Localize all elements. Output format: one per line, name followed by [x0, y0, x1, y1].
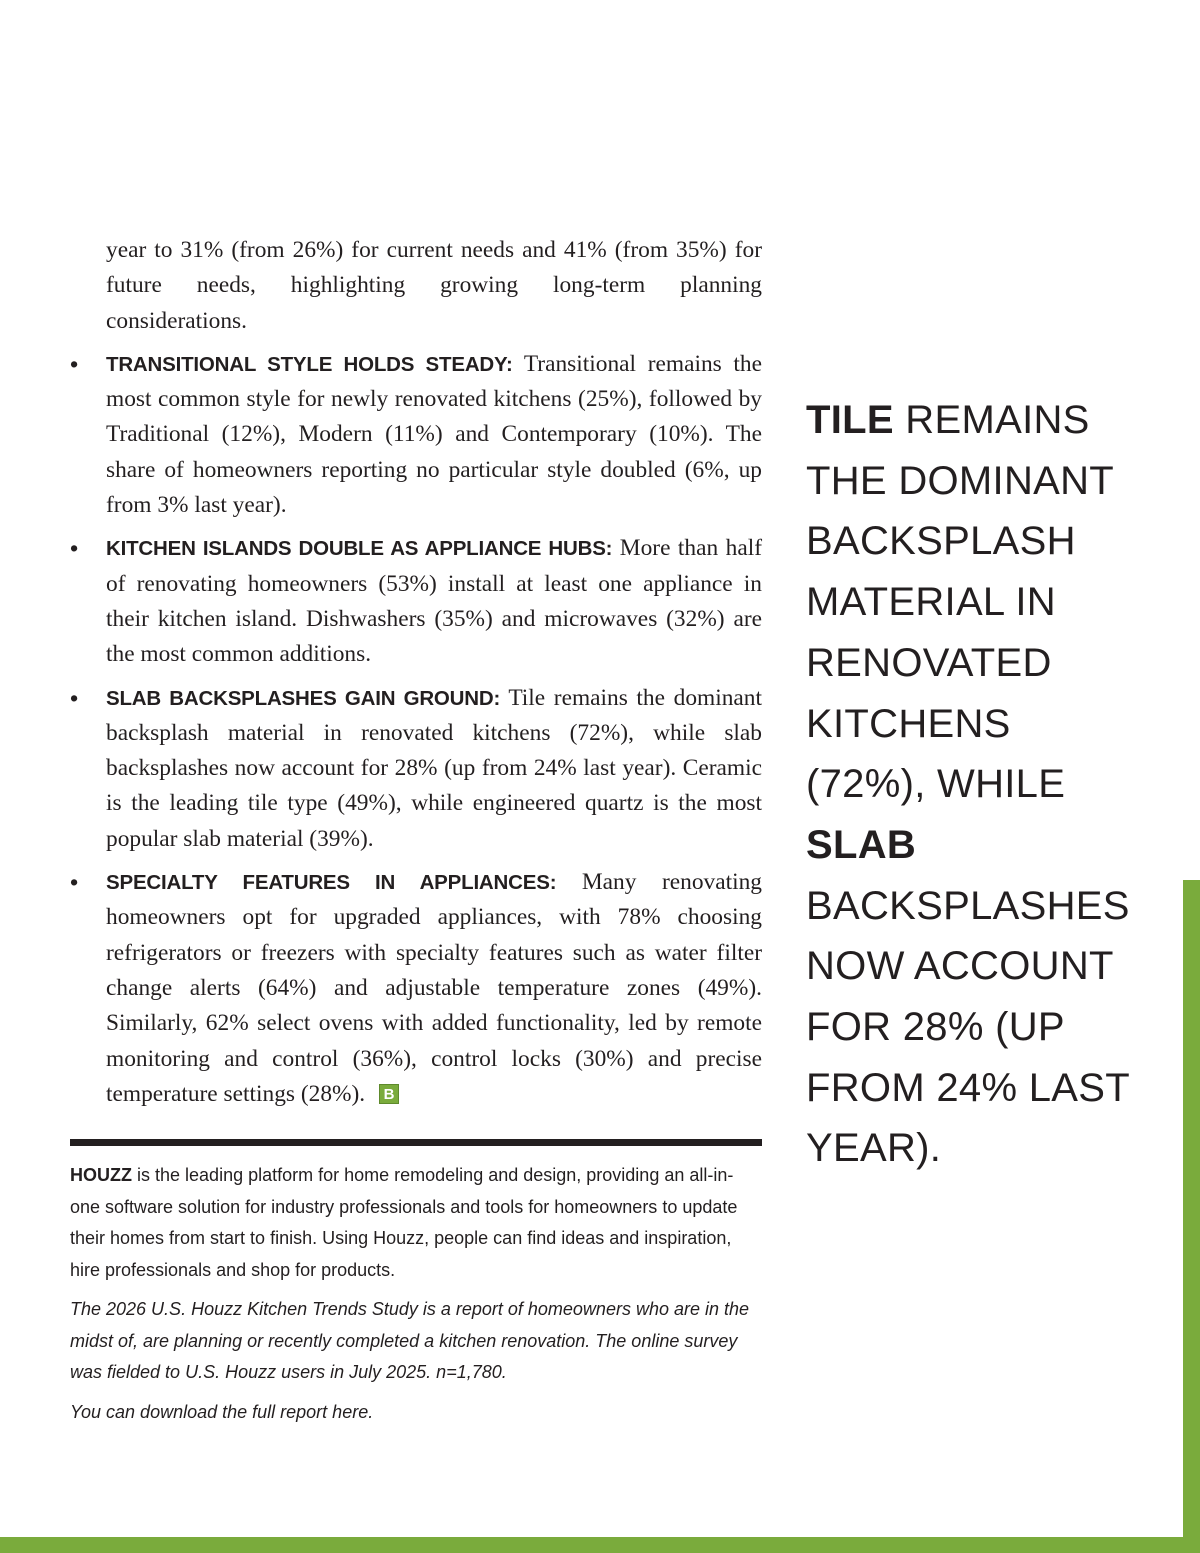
bullet-item-slab-backsplashes: [70, 681, 762, 857]
pull-quote-text-2: BACKSPLASHES NOW ACCOUNT FOR 28% (UP FROM 24% LAST YEAR).: [806, 883, 1130, 1171]
about-text: is the leading platform for home remodeling and design, providing an all-in-one software solution for industry professionals and tools for homeowners to update their homes from start to finish. Using Houzz, people can find ideas and inspiration, hire professionals and shop for products.: [70, 1165, 738, 1280]
continued-paragraph: year to 31% (from 26%) for current needs and 41% (from 35%) for future needs, highlighting growing long-term planning considerations.: [106, 237, 762, 334]
bullet-heading: SLAB BACKSPLASHES GAIN GROUND:: [106, 686, 501, 710]
bullet-icon: •: [70, 869, 79, 896]
end-mark-logo-icon: B: [379, 1084, 399, 1104]
study-description: The 2026 U.S. Houzz Kitchen Trends Study is a report of homeowners who are in the midst of, are planning or recently completed a kitchen renovation. The online survey was fielded to U.S. Houzz users in July 2025. n=1,780.: [70, 1299, 750, 1382]
section-divider: [70, 1139, 762, 1146]
about-paragraph: [70, 1160, 750, 1286]
bullet-icon: •: [70, 350, 79, 377]
download-link[interactable]: You can download the full report here.: [70, 1401, 374, 1422]
bullet-item-specialty-features: [70, 865, 762, 1112]
bullet-item-kitchen-islands: [70, 531, 762, 672]
bullet-heading: KITCHEN ISLANDS DOUBLE AS APPLIANCE HUBS:: [106, 537, 613, 561]
bullet-text: Transitional remains the most common style for newly renovated kitchens (25%), followed by Traditional (12%), Modern (11%) and Contemporary (10%). The share of homeowners reporting no particular style doubled (6%, up from 3% last year).: [106, 350, 762, 519]
bullet-text: Many renovating homeowners opt for upgraded appliances, with 78% choosing refrigerators or freezers with specialty features such as water filter change alerts (64%) and adjustable temperature zones (49%). Similarly, 62% select ovens with added functionality, led by remote monitoring and control (36%), control locks (30%) and precise temperature settings (28%).: [106, 869, 762, 1107]
bullet-heading: TRANSITIONAL STYLE HOLDS STEADY:: [106, 352, 513, 376]
green-accent-bar-bottom: [0, 1537, 1200, 1553]
brand-name: HOUZZ: [70, 1165, 132, 1185]
pull-quote-highlight-slab: SLAB: [806, 822, 917, 867]
pull-quote-highlight-tile: TILE: [806, 398, 894, 442]
article-body: [70, 233, 762, 1120]
bullet-text: Tile remains the dominant backsplash material in renovated kitchens (72%), while slab backsplashes now account for 28% (up from 24% last year). Ceramic is the leading tile type (49%), while engineered quartz is the most popular slab material (39%).: [106, 684, 762, 852]
bullet-icon: •: [70, 535, 79, 562]
pull-quote-text-1: REMAINS THE DOMINANT BACKSPLASH MATERIAL IN RENOVATED KITCHENS (72%), WHILE: [806, 398, 1114, 807]
bullet-item-transitional-style: [70, 347, 762, 523]
bullet-text: More than half of renovating homeowners (53%) install at least one appliance in their kitchen island. Dishwashers (35%) and microwaves (32%) are the most common additions.: [106, 535, 762, 668]
footer-about: [70, 1160, 750, 1436]
pull-quote: [806, 390, 1136, 1179]
green-accent-bar-right: [1183, 880, 1200, 1553]
bullet-icon: •: [70, 684, 79, 711]
bullet-heading: SPECIALTY FEATURES IN APPLIANCES:: [106, 871, 557, 895]
